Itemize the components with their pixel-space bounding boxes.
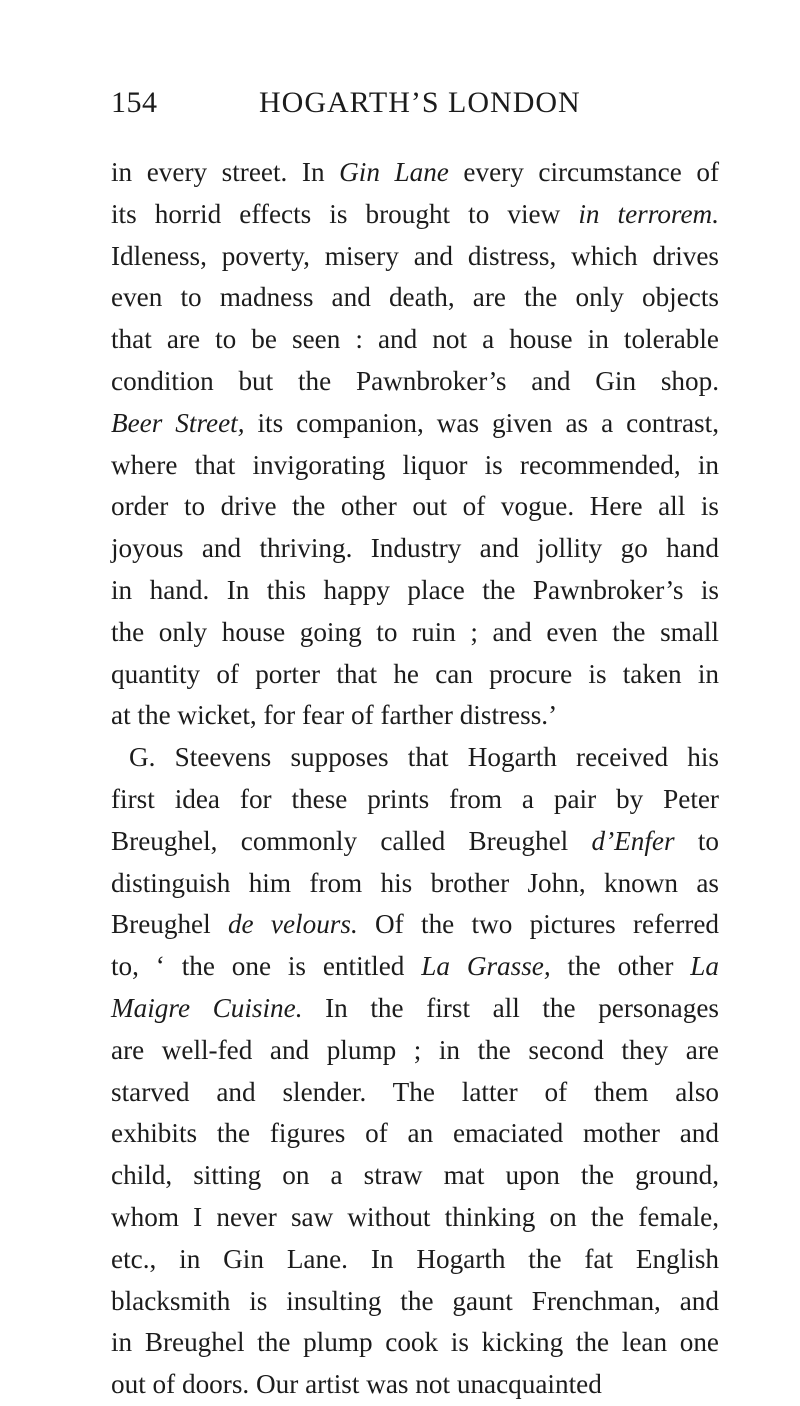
text-run: Breughel bbox=[111, 909, 228, 940]
text-line bbox=[111, 946, 719, 988]
text-line bbox=[111, 1197, 719, 1239]
italic-text: La Grasse, bbox=[421, 951, 551, 982]
text-run: in Breughel the plump cook is kicking the lean one bbox=[111, 1327, 719, 1358]
text-line bbox=[111, 863, 719, 905]
text-run: in hand. In this happy place the Pawnbroker’s is bbox=[111, 574, 719, 605]
text-line bbox=[111, 1030, 719, 1072]
text-line bbox=[111, 152, 719, 194]
text-line bbox=[111, 1072, 719, 1114]
italic-text: Beer Street, bbox=[111, 407, 245, 438]
body-text bbox=[111, 152, 719, 1406]
text-line bbox=[111, 361, 719, 403]
text-line bbox=[111, 319, 719, 361]
running-title: HOGARTH’S LONDON bbox=[259, 86, 581, 119]
text-run: G. Steevens supposes that Hogarth received his bbox=[129, 742, 719, 773]
italic-text: Maigre Cuisine. bbox=[111, 992, 303, 1023]
text-run: first idea for these prints from a pair by Peter bbox=[111, 783, 719, 814]
text-run: the only house going to ruin ; and even the small bbox=[111, 616, 719, 647]
text-run: are well-fed and plump ; in the second they are bbox=[111, 1034, 719, 1065]
italic-text: La bbox=[690, 951, 720, 982]
text-run: out of doors. Our artist was not unacquainted bbox=[111, 1369, 602, 1400]
text-run: starved and slender. The latter of them also bbox=[111, 1076, 719, 1107]
italic-text: de velours. bbox=[227, 909, 358, 940]
text-run: Of the two pictures referred bbox=[357, 909, 719, 940]
text-line bbox=[111, 654, 719, 696]
text-run: every circumstance of bbox=[448, 157, 720, 187]
text-line bbox=[111, 779, 719, 821]
page-number: 154 bbox=[111, 86, 158, 119]
text-run: distinguish him from his brother John, known as bbox=[111, 867, 719, 898]
text-line bbox=[111, 1239, 719, 1281]
text-run: condition but the Pawnbroker’s and Gin shop. bbox=[111, 365, 719, 396]
text-run: to, ‘ the one is entitled bbox=[111, 951, 422, 982]
text-run: even to madness and death, are the only objects bbox=[111, 282, 719, 313]
text-line bbox=[111, 821, 719, 863]
text-line bbox=[111, 1281, 719, 1323]
italic-text: d’Enfer bbox=[591, 825, 675, 856]
italic-text: in terrorem. bbox=[578, 198, 719, 229]
text-line bbox=[111, 236, 719, 278]
text-run: quantity of porter that he can procure is taken in bbox=[111, 658, 719, 689]
text-run: joyous and thriving. Industry and jollity go hand bbox=[111, 533, 719, 564]
text-line bbox=[111, 1322, 719, 1364]
text-run: exhibits the figures of an emaciated mother and bbox=[111, 1118, 719, 1149]
text-run: child, sitting on a straw mat upon the ground, bbox=[111, 1160, 719, 1191]
text-line bbox=[111, 988, 719, 1030]
text-run: etc., in Gin Lane. In Hogarth the fat English bbox=[111, 1243, 719, 1274]
text-run: In the first all the personages bbox=[302, 992, 719, 1023]
text-line bbox=[111, 695, 719, 737]
text-line bbox=[111, 194, 719, 236]
text-line bbox=[111, 1113, 719, 1155]
text-line bbox=[111, 445, 719, 487]
text-line bbox=[111, 612, 719, 654]
text-run: Idleness, poverty, misery and distress, which drives bbox=[111, 240, 719, 271]
text-run: in every street. In bbox=[111, 157, 340, 187]
text-run: blacksmith is insulting the gaunt Frenchman, and bbox=[111, 1285, 719, 1316]
text-run: whom I never saw without thinking on the female, bbox=[111, 1201, 719, 1232]
running-head bbox=[111, 86, 591, 126]
text-run: to bbox=[674, 825, 719, 856]
text-line bbox=[111, 528, 719, 570]
text-line bbox=[111, 904, 719, 946]
text-line bbox=[111, 1155, 719, 1197]
text-run: its companion, was given as a contrast, bbox=[244, 407, 719, 438]
text-line bbox=[111, 570, 719, 612]
text-line bbox=[111, 277, 719, 319]
text-line bbox=[111, 486, 719, 528]
text-run: order to drive the other out of vogue. Here all is bbox=[111, 491, 719, 522]
text-line bbox=[111, 737, 719, 779]
text-line bbox=[111, 403, 719, 445]
text-run: Breughel, commonly called Breughel bbox=[111, 825, 592, 856]
italic-text: Gin Lane bbox=[339, 157, 449, 187]
text-run: where that invigorating liquor is recommended, in bbox=[111, 449, 719, 480]
text-run: that are to be seen : and not a house in tolerable bbox=[111, 324, 719, 355]
text-line bbox=[111, 1364, 719, 1406]
text-run: its horrid effects is brought to view bbox=[111, 198, 579, 229]
text-run: the other bbox=[550, 951, 691, 982]
text-run: at the wicket, for fear of farther distress.’ bbox=[111, 700, 558, 731]
